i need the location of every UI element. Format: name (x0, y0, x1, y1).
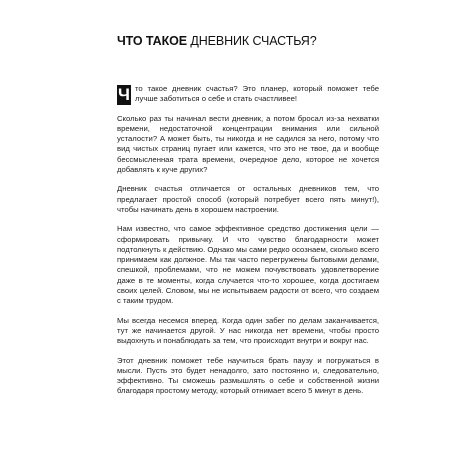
paragraph-6: Этот дневник поможет тебе научиться брать паузу и погружаться в мысли. Пусть это будет ненадолго, зато постоянно и, следовательно, эффективно. Ты сможешь размышлять о себе и собственной жизни благодаря простому методу, который отнимает всего 5 минут в день. (117, 355, 379, 396)
paragraph-4: Нам известно, что самое эффективное средство достижения цели — сформировать привычку. И что чувство благодарности может подтолкнуть к действию. Однако мы сами редко осознаем, сколько всего принимаем как должное. Мы так часто перегружены бытовыми делами, спешкой, проблемами, что не можем почувствовать удовлетворение даже в те моменты, когда случается что-то хорошее, когда достигаем своих целей. Словом, мы не испытываем радости от всего, что создаем с таким трудом. (117, 224, 379, 306)
paragraph-5: Мы всегда несемся вперед. Когда один забег по делам заканчивается, тут же начинается другой. У нас никогда нет времени, чтобы просто выдохнуть и понаблюдать за тем, что происходит внутри и вокруг нас. (117, 315, 379, 346)
title-bold-part: ЧТО ТАКОЕ (117, 34, 187, 48)
paragraph-3: Дневник счастья отличается от остальных дневников тем, что предлагает простой способ (который потребует всего пять минут!), чтобы начинать день в хорошем настроении. (117, 184, 379, 214)
body-text (117, 84, 379, 406)
page-title (117, 34, 317, 48)
title-light-part: ДНЕВНИК СЧАСТЬЯ? (186, 34, 317, 48)
paragraph-1 (117, 84, 379, 105)
drop-cap: Ч (118, 85, 130, 104)
paragraph-1-text: то такое дневник счастья? Это планер, который поможет тебе лучше заботиться о себе и стать счастливее! (135, 84, 379, 104)
paragraph-2: Сколько раз ты начинал вести дневник, а потом бросал из-за нехватки времени, недостаточной концентрации внимания или сильной усталости? А может быть, ты никогда и не садился за него, потому что вид чистых страниц пугает или кажется, что это не твое, да и вообще бессмысленная трата времени, очередное дело, которое не хочется добавлять к куче других? (117, 113, 379, 175)
